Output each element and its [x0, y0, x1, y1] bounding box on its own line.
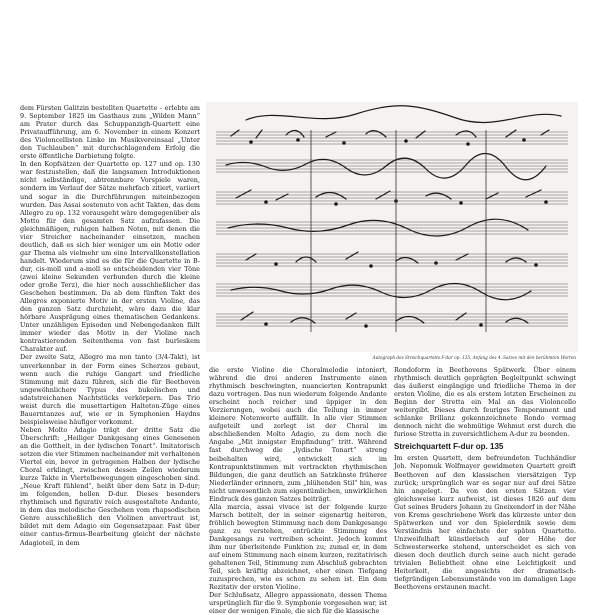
paragraph: Der Schlußsatz, Allegro appassionato, dessen Thema ursprünglich für die 9. Symphonie vorgesehen war, ist einer der wenigen Finale, die sich für die klassische: [209, 591, 387, 615]
paragraph: Der zweite Satz, Allegro ma non tanto (3/4-Takt), ist unverkennbar in der Form eines Scherzos gebaut, wenn auch die ruhige Gangart und friedliche Stimmung mit dazu führen, sich die für Beethoven ungewöhnlichere Typus des bukolischen und sdatstreichanen Nachtstücks verkörpern. Das Trio weist durch die musettartigen Halteton-Züge eines Bauerntanzes auf, wie er in Symphonien Haydns beispielsweise häufiger vorkommt.: [20, 353, 200, 426]
text-column-middle: [209, 366, 387, 615]
manuscript-facsimile: [206, 102, 578, 352]
paragraph: Alla marcia, assai vivace ist der folgende kurze Marsch betitelt, der in seiner eigenartig heiteren, fröhlich bewegten Stimmung nach dem Dankgesange ganz zu verstehen, entrückte Stimmung des Dankgesangs zu vertreiben scheint. Jedoch kommt ihm nur überleitende Funktion zu; zumal er, in dem auf einem Stimmung nach einem kurzen, rezitativisch gehaltenen Teil, Stimmung zum Abschluß gebrachten Teil, sich kräftig abzeichnet, eher einen Tiefgang zuzusprechen, wie es schon zu sehen ist. Ein dem Rezitativ der ersten Violine.: [209, 502, 387, 592]
paragraph: Rondoform in Beethovens Spätwerk. Über einem rhythmisch deutlich geprägten Begleitpunkt schwingt das äußerst eingängige und friedliche Thema in der ersten Violine, die es als erstem letzten Erscheinen zu Beginn der Stretta ein Mal an das Violoncello weitergibt. Dieses durch feuriges Temperament und schlanke Brillanz gekennzeichnete Rondo vermag dennoch nicht die wehmütige Wehmut erst durch die furiose Stretta in zuversichtlichem A-dur zu beenden.: [394, 366, 576, 439]
paragraph: Im ersten Quartett, dem befreundeten Tuchhändler Joh. Nepomuk Wolfmayer gewidmeten Quartett greift Beethoven auf den klassischen viersätzigen Typ zurück; ursprünglich war es sogar nur auf drei Sätze hin angelegt. Da von den ersten Sätzen vier gleichsweise kurz aufweist, ist dieses 1826 auf dem Gut seines Bruders Johann zu Gneixendorf in der Nähe von Krems geschriebene Werk das kürzeste unter den Spätwerken und vor den Spielerdnik sowie dem Verständnis her einfachste der späten Quartette. Unzweifelhaft künstlerisch auf der Höhe der Schwesterwerke stehend, unterscheidet es sich von diesen doch deutlich durch seine auch nicht gerade trivialen Beliebtheit ohne eine Leichtigkeit und Heiterkeit, die angesichts der dramatisch-tiefgründigen Lebensumstände von im damaligen Lage Beethovens erstaunen macht.: [394, 454, 576, 592]
paragraph: dem Fürsten Galitzin bestellten Quartette – erlebte am 9. September 1825 im Gasthaus zum „Wilden Mann“ am Prater durch das Schuppanzigh-Quartett eine Privataufführung, am 6. November in einem Konzert des Violoncellisten Linke im Musikvereinsaal „Unter den Tuchlauben“ mit durchschlagendem Erfolg die erste öffentliche Darbietung folgte.: [20, 104, 200, 161]
text-column-right: [394, 366, 576, 591]
paragraph: Neben Molto Adagio trägt der dritte Satz die Überschrift: „Heiliger Dankgesang eines Genesenen an die Gottheit, in der lydischen Tonart“. Imitatorisch setzen die vier Stimmen nacheinander mit verhaltenen Viertel ein, bevor in getragenen Halben der lydische Choral erklingt, zwischen dessen Zeilen wiederum kurze Takte in Viertelbewegungen eingeschoben sind. „Neue Kraft fühlend“, heißt über dem Satz in D-dur; im folgenden, hellen D-dur. Dieses besonders rhythmisch und figurativ reich ausgestaltete Andante, in dem das melodische Geschehen vom rhapsodischen Genre ausschließlich den Violinen anvertraut ist, bildet mit dem Adagio ein Gegensatzpaar. Fast über einer cantus-firmus-Bearbeitung gleicht der nächste Adagioteil, in dem: [20, 425, 200, 547]
text-column-left: [20, 104, 200, 547]
figure-caption: Autograph des Streichquartetts F-dur op. 135, Anfang des 4. Satzes mit den berühmten Worten: [372, 355, 576, 360]
section-heading: Streichquartett F-dur op. 135: [394, 442, 504, 452]
paragraph: In den Kopfsätzen der Quartette op. 127 und op. 130 war festzustellen, daß die langsamen Introduktionen nicht selbständige, abtrennbare Vorspiele waren, sondern im Verlauf der Sätze mehrfach zitiert, variiert und sogar in die Durchführungen miteinbezogen wurden. Das Assai sostenuto von acht Takten, das dem Allegro zu op. 132 vorausgeht wäre demgegenüber als Motto für den gesamten Satz aufzufassen. Die gleichmäßigen, ruhigen halben Noten, mit denen die vier Streicher nacheinander einsetzen, machen deutlich, daß es sich hier weniger um ein Motiv oder gar Thema als vielmehr um eine Intervallkonstellation handelt. Wiederum sind es die für die Quartette in B-dur, cis-moll und a-moll so entscheidenden vier Töne (zwei kleine Sekunden verbunden durch die kleine oder große Terz), die hier noch ausschließlicher das Geschehen bestimmen. Da ab dem fünften Takt des Allegros exponierte Motiv in der ersten Violine, das den ganzen Satz durchzieht, wäre dazu die klar hörbare Ausprägung eines thematischen Gedankens. Unter unzähligen Episoden und Nebengedanken fällt immer wieder das Motiv in der Violine nach kontrastierenden Seitenthema von fast burleskem Charakter auf.: [20, 160, 200, 354]
paragraph: die erste Violine die Choralmelodie intoniert, während die drei anderen Instrumente einen rhythmisch beschwingten, nuancierten Kontrapunkt dazu vortragen. Das nun wiederum folgende Andante erscheint noch reicher und üppiger in den Verzierungen, wobei auch die Teilung in immer kleinere Notenwerte auffällt. In alle vier Stimmen aufgeteilt und zerlegt ist der Choral im abschließenden Molto Adagio, zu dem noch die Angabe „Mit innigster Empfindung“ tritt. Während fast durchweg die „lydische Tonart“ streng beibehalten wird, entwickelt sich im Kontrapunktstimmen mit vertrackten rhythmischen Bildungen, die ganz deutlich an Satzkünste früherer Niederländer erinnern, zum „blühenden Stil“ hin, was nicht unwesentlich zum eigentümlichen, unwirklichen Eindruck des ganzen Satzes beiträgt.: [209, 366, 387, 503]
